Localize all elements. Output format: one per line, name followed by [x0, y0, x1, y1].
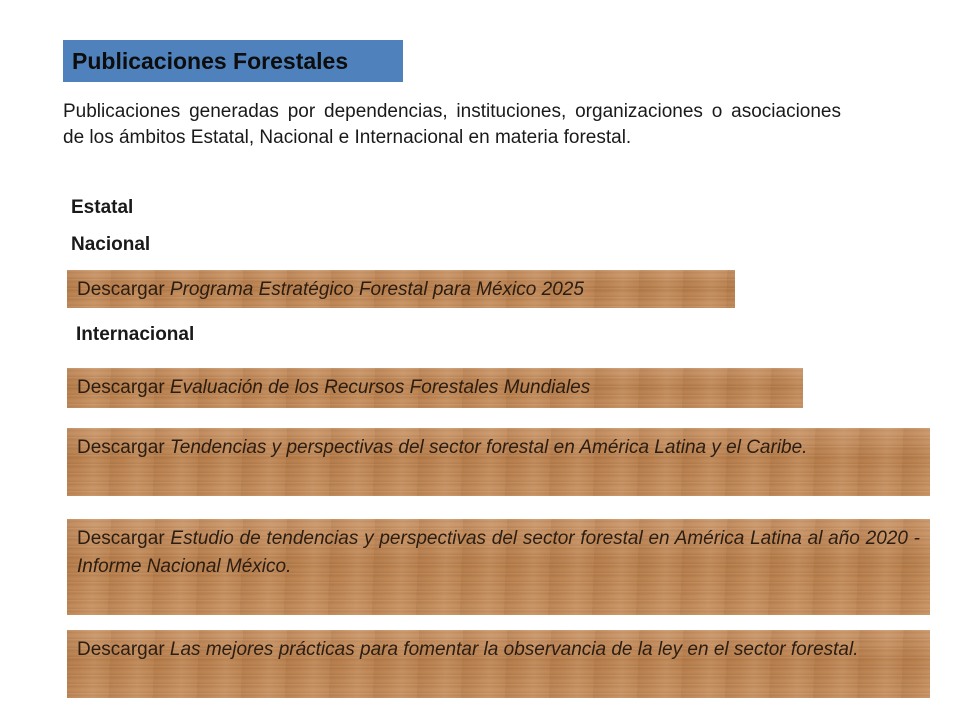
download-banner-mejores-practicas[interactable]	[67, 630, 930, 698]
download-prefix: Descargar	[77, 528, 171, 549]
download-link[interactable]	[77, 276, 725, 304]
download-prefix: Descargar	[77, 377, 170, 398]
download-title: Evaluación de los Recursos Forestales Mundiales	[169, 377, 591, 398]
download-link[interactable]	[77, 525, 920, 581]
section-heading-internacional[interactable]: Internacional	[76, 324, 195, 345]
download-prefix: Descargar	[77, 437, 170, 458]
section-heading-estatal[interactable]: Estatal	[71, 197, 134, 218]
download-banner-evaluacion-recursos[interactable]	[67, 368, 803, 408]
page-title-text: Publicaciones Forestales	[72, 48, 349, 74]
download-banner-tendencias-perspectivas[interactable]	[67, 428, 930, 496]
intro-paragraph: Publicaciones generadas por dependencias, instituciones, organizaciones o asociaciones de los ámbitos Estatal, Nacional e Internacional en materia forestal.	[63, 101, 841, 148]
download-prefix: Descargar	[77, 279, 170, 300]
download-banner-programa-estrategico[interactable]	[67, 270, 735, 308]
download-prefix: Descargar	[77, 639, 170, 660]
section-heading-nacional[interactable]: Nacional	[71, 234, 151, 255]
download-link[interactable]	[77, 374, 793, 402]
download-title: Las mejores prácticas para fomentar la observancia de la ley en el sector forestal.	[169, 639, 859, 660]
download-link[interactable]	[77, 636, 920, 664]
page-title	[63, 40, 403, 82]
download-link[interactable]	[77, 434, 920, 462]
download-title: Tendencias y perspectivas del sector forestal en América Latina y el Caribe.	[169, 437, 808, 458]
download-banner-estudio-tendencias[interactable]	[67, 519, 930, 615]
download-title: Programa Estratégico Forestal para México 2025	[169, 279, 584, 300]
download-title: Estudio de tendencias y perspectivas del sector forestal en América Latina al año 2020 - Informe Nacional México.	[77, 528, 920, 577]
